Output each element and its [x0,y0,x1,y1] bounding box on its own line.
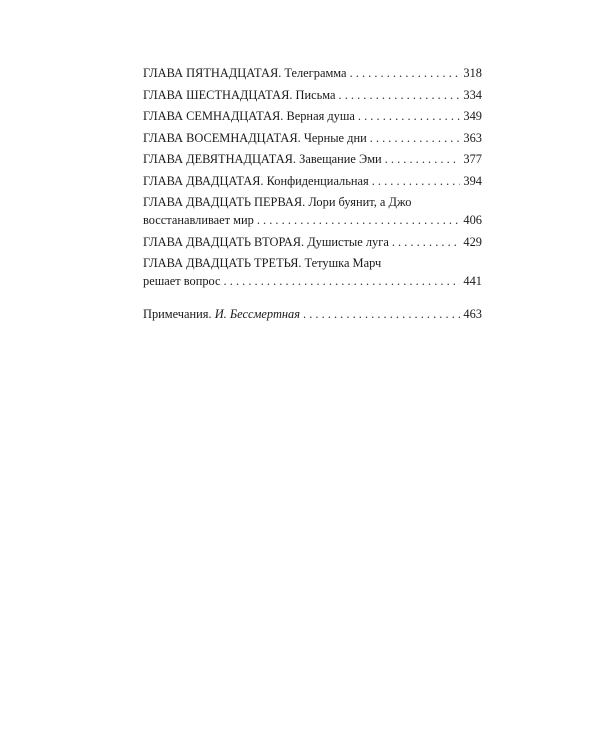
dot-leader [257,211,461,229]
toc-entry-title: ГЛАВА ШЕСТНАДЦАТАЯ. Письма [143,87,336,102]
dot-leader [372,172,461,190]
dot-leader [350,64,461,82]
toc-entry [143,64,482,82]
toc-entry-title: ГЛАВА СЕМНАДЦАТАЯ. Верная душа [143,109,355,123]
toc-entry-page: 441 [463,274,482,288]
dot-leader [385,150,461,168]
notes-label: Примечания. [143,307,212,321]
dot-leader [358,107,461,125]
dot-leader [392,233,461,251]
toc-entry [143,86,482,104]
toc-entry-page: 334 [463,87,482,102]
toc-entry-title: ГЛАВА ДЕВЯТНАДЦАТАЯ. Завещание Эми [143,152,382,166]
dot-leader [339,86,461,104]
toc-entry [143,150,482,168]
toc-entry [143,172,482,190]
toc-entry [143,193,482,229]
toc-entry-title: ГЛАВА ДВАДЦАТАЯ. Конфиденциальная [143,173,369,188]
dot-leader [370,129,461,147]
toc-entry [143,129,482,147]
toc-entry [143,107,482,125]
toc-entry-page: 318 [463,66,482,80]
toc-entry-title: восстанавливает мир [143,213,254,227]
toc-entry-page: 377 [463,152,482,166]
toc-entry-page: 406 [463,213,482,227]
toc-entry-title: ГЛАВА ДВАДЦАТЬ ВТОРАЯ. Душистые луга [143,234,389,249]
toc-entry-page: 363 [463,130,482,145]
dot-leader [224,272,461,290]
toc-entry-title: ГЛАВА ПЯТНАДЦАТАЯ. Телеграмма [143,66,347,80]
toc-entry-title: ГЛАВА ВОСЕМНАДЦАТАЯ. Черные дни [143,130,367,145]
toc-entry-page: 429 [463,234,482,249]
toc-entry-page: 394 [463,173,482,188]
dot-leader [303,305,460,323]
toc-entry [143,233,482,251]
table-of-contents [143,64,482,327]
toc-entry-title-line1: ГЛАВА ДВАДЦАТЬ ТРЕТЬЯ. Тетушка Марч [143,256,382,270]
toc-entry-title-line1: ГЛАВА ДВАДЦАТЬ ПЕРВАЯ. Лори буянит, а Джо [143,195,412,209]
toc-entry [143,254,482,290]
toc-entry-notes [143,305,482,323]
toc-entry-page: 349 [463,109,482,123]
toc-entry-title: решает вопрос [143,274,221,288]
toc-entry-page: 463 [463,307,482,321]
notes-author: И. Бессмертная [214,307,300,321]
